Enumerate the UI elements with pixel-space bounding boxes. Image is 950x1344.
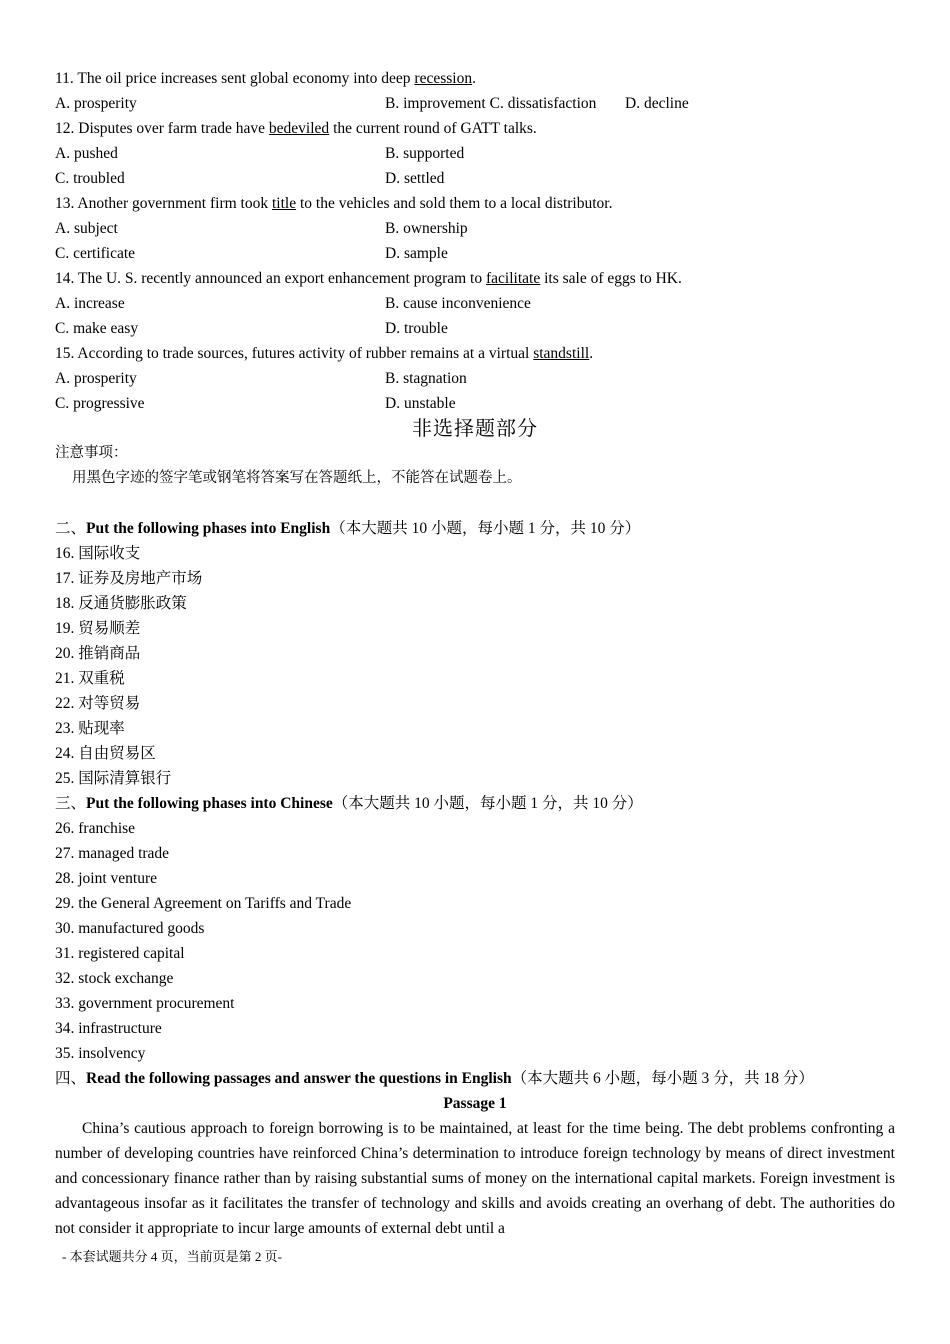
option-c: C. make easy (55, 320, 139, 337)
list-item: 33. government procurement (55, 995, 235, 1012)
list-item: 16. 国际收支 (55, 545, 141, 562)
option-b: B. stagnation (385, 370, 467, 387)
section3-heading: 三、Put the following phases into Chinese（本大题共 10 小题，每小题 1 分，共 10 分） (55, 795, 643, 812)
list-item: 21. 双重税 (55, 670, 125, 687)
page-footer: - 本套试题共分 4 页，当前页是第 2 页- (62, 1249, 282, 1264)
option-a: A. prosperity (55, 370, 137, 387)
options-12-row1 (55, 141, 895, 166)
question-11: 11. The oil price increases sent global economy into deep recession. (55, 70, 476, 87)
list-item: 31. registered capital (55, 945, 185, 962)
underlined-word: recession (414, 70, 473, 87)
options-12-row2 (55, 166, 895, 191)
options-14-row2 (55, 316, 895, 341)
underlined-word: facilitate (486, 270, 541, 287)
nonchoice-title: 非选择题部分 (412, 416, 538, 440)
options-15-row1 (55, 366, 895, 391)
question-14: 14. The U. S. recently announced an export enhancement program to facilitate its sale of eggs to HK. (55, 270, 682, 287)
note-body: 用黑色字迹的签字笔或钢笔将答案写在答题纸上，不能答在试题卷上。 (72, 470, 522, 486)
question-12: 12. Disputes over farm trade have bedeviled the current round of GATT talks. (55, 120, 537, 137)
list-item: 28. joint venture (55, 870, 158, 887)
options-13-row2 (55, 241, 895, 266)
passage-text: China’s cautious approach to foreign borrowing is to be maintained, at least for the time being. The debt problems confronting a number of developing countries have reinforced China’s determination to introduce foreign technology by means of direct investment and concessionary finance rather than by raising substantial sums of money on the international capital markets. Foreign investment is advantageous insofar as it facilitates the transfer of technology and skills and avoids creating an overhang of debt. The authorities do not consider it appropriate to incur large amounts of external debt until a (55, 1120, 895, 1237)
option-d: D. unstable (385, 395, 456, 412)
exam-page (55, 66, 895, 1241)
options-14-row1 (55, 291, 895, 316)
note-title: 注意事项： (55, 445, 128, 461)
passage-title: Passage 1 (443, 1095, 507, 1112)
option-a: A. prosperity (55, 95, 137, 112)
option-c: C. troubled (55, 170, 125, 187)
list-item: 35. insolvency (55, 1045, 146, 1062)
list-item: 18. 反通货膨胀政策 (55, 595, 187, 612)
option-d: D. sample (385, 245, 448, 262)
question-13: 13. Another government firm took title to the vehicles and sold them to a local distributor. (55, 195, 613, 212)
option-c: C. progressive (55, 395, 145, 412)
list-item: 17. 证券及房地产市场 (55, 570, 203, 587)
list-item: 19. 贸易顺差 (55, 620, 141, 637)
list-item: 22. 对等贸易 (55, 695, 141, 712)
option-a: A. increase (55, 295, 125, 312)
list-item: 34. infrastructure (55, 1020, 162, 1037)
list-item: 24. 自由贸易区 (55, 745, 156, 762)
option-b: B. ownership (385, 220, 468, 237)
section4-heading: 四、Read the following passages and answer the questions in English（本大题共 6 小题，每小题 3 分，共 18 分） (55, 1070, 814, 1087)
list-item: 25. 国际清算银行 (55, 770, 172, 787)
list-item: 30. manufactured goods (55, 920, 205, 937)
option-d: D. trouble (385, 320, 448, 337)
options-15-row2 (55, 391, 895, 416)
underlined-word: standstill (533, 345, 590, 362)
options-11 (55, 91, 895, 116)
option-a: A. pushed (55, 145, 118, 162)
list-item: 26. franchise (55, 820, 136, 837)
options-13-row1 (55, 216, 895, 241)
section2-heading: 二、Put the following phases into English（本大题共 10 小题，每小题 1 分，共 10 分） (55, 520, 641, 537)
list-item: 23. 贴现率 (55, 720, 125, 737)
spacer (55, 491, 895, 516)
question-15: 15. According to trade sources, futures activity of rubber remains at a virtual standstill. (55, 345, 594, 362)
option-a: A. subject (55, 220, 118, 237)
list-item: 32. stock exchange (55, 970, 174, 987)
list-item: 27. managed trade (55, 845, 170, 862)
option-d: D. decline (625, 95, 689, 112)
underlined-word: title (271, 195, 297, 212)
underlined-word: bedeviled (268, 120, 330, 137)
option-c: C. certificate (55, 245, 136, 262)
option-b: B. supported (385, 145, 465, 162)
option-b: B. cause inconvenience (385, 295, 531, 312)
list-item: 20. 推销商品 (55, 645, 141, 662)
option-b-c: B. improvement C. dissatisfaction (385, 95, 597, 112)
list-item: 29. the General Agreement on Tariffs and Trade (55, 895, 352, 912)
option-d: D. settled (385, 170, 445, 187)
